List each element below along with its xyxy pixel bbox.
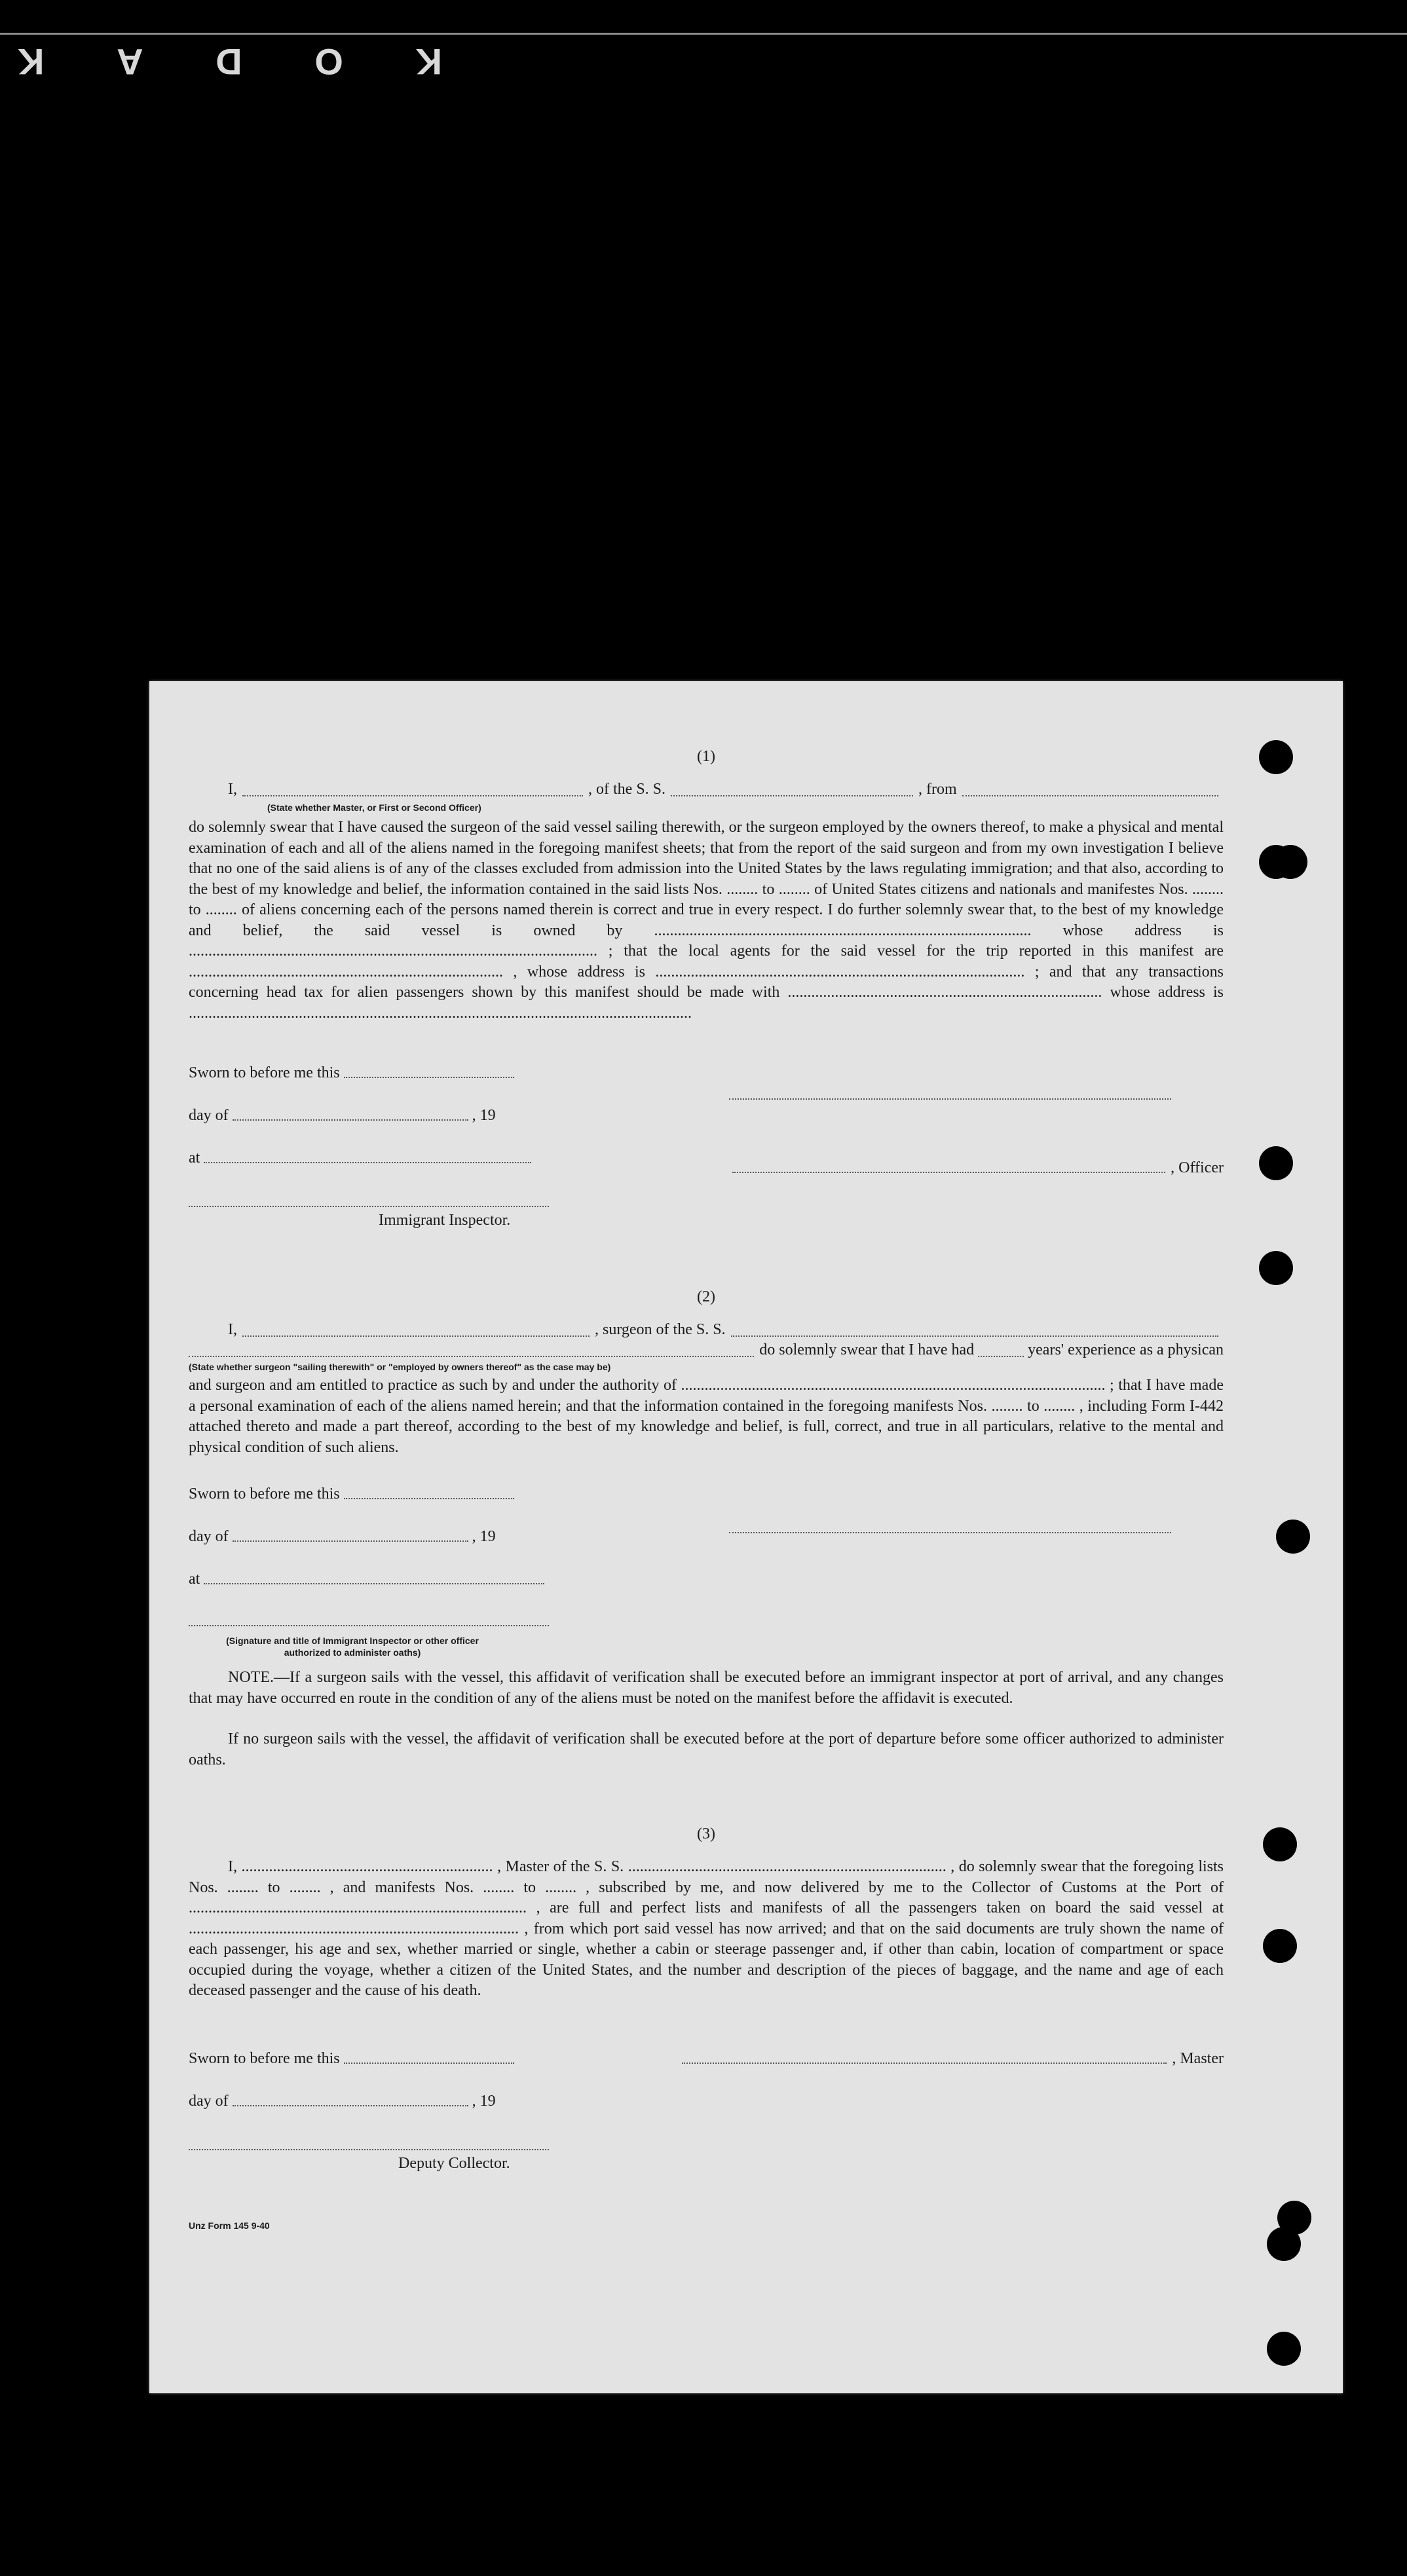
punch-hole [1267, 2332, 1301, 2366]
sworn-text: Sworn to before me this [189, 1064, 340, 1081]
affidavit-form-page [149, 681, 1343, 2393]
punch-hole [1267, 2227, 1301, 2261]
inspector-title: Immigrant Inspector. [379, 1212, 511, 1229]
master-signature-field [682, 2063, 1167, 2064]
signature-line [729, 1098, 1171, 1100]
sworn-date-field [344, 1076, 514, 1078]
surgeon-status-note: (State whether surgeon "sailing therewith" or "employed by owners thereof" as the case may be) [189, 1362, 611, 1372]
day-row [189, 2093, 496, 2110]
at-field [204, 1161, 531, 1163]
inspector-signature-line [189, 1624, 549, 1626]
punch-hole [1259, 740, 1293, 774]
film-edge-line [0, 33, 1407, 35]
intro-text: I, [228, 1321, 237, 1338]
day-field [233, 2104, 468, 2106]
punch-hole [1259, 1251, 1293, 1285]
surgeon-status-field [189, 1356, 754, 1357]
collector-signature-line [189, 2148, 549, 2150]
at-row [189, 1149, 535, 1167]
section-1-paragraph: do solemnly swear that I have caused the surgeon of the said vessel sailing therewith, or the surgeon employed by the owners thereof, to make a physical and mental examination of each and all of the aliens named in the foregoing manifest sheets; that from the report of the said surgeon and from my own investigation I believe that no one of the said aliens is of any of the classes excluded from admission into the United States by the laws regulating immigration; and that also, according to the best of my knowledge and belief, the information contained in the said lists Nos. ........ to ........ of United States citizens and nationals and manifestes Nos. ........ to ........ of aliens concerning each of the persons named therein is correct and true in every respect. I do further solemnly swear that, to the best of my knowledge and belief, the said vessel is owned by ................................................................................................ whose address is ........................................................................................................ ; that the local agents for the said vessel for the trip reported in this manifest are ................................................................................ , whose address is .............................................................................................. ; and that any transactions concerning head tax for alien passengers shown by this manifest should be made with ................................................................................ whose address is ................................................................................................................................ [189, 819, 1224, 1022]
form-identifier: Unz Form 145 9-40 [189, 2220, 270, 2231]
at-field [204, 1582, 544, 1584]
surgeon-of-text: , surgeon of the S. S. [595, 1321, 726, 1338]
day-of-text: day of [189, 1107, 229, 1124]
intro-text: I, [228, 781, 237, 798]
officer-signature-row [732, 1159, 1224, 1177]
section-2-number: (2) [697, 1288, 715, 1305]
collector-title: Deputy Collector. [398, 2155, 510, 2172]
brand-letter: K [16, 41, 45, 83]
punch-hole [1263, 1929, 1297, 1963]
day-of-text: day of [189, 1528, 229, 1545]
officer-text: , Officer [1171, 1159, 1224, 1176]
sworn-date-field [344, 2062, 514, 2064]
officer-signature-field [732, 1172, 1165, 1173]
punch-hole [1263, 1827, 1297, 1861]
section-3-number: (3) [697, 1825, 715, 1842]
inspector-signature-line [189, 1205, 549, 1207]
sworn-row [189, 1064, 1224, 1082]
sworn-row [189, 1485, 518, 1503]
note-paragraph: NOTE.—If a surgeon sails with the vessel, this affidavit of verification shall be executed before an immigrant inspector at port of arrival, and any changes that may have occurred en route in the condition of any of the aliens must be noted on the manifest before the affidavit is executed. [189, 1669, 1224, 1707]
officer-rank-note: (State whether Master, or First or Second Officer) [267, 802, 481, 813]
departure-port-field [962, 795, 1218, 796]
brand-letter: A [115, 41, 143, 83]
sworn-date-field [344, 1497, 514, 1499]
brand-letter: K [414, 41, 442, 83]
punch-hole [1276, 1520, 1310, 1554]
years-field [978, 1355, 1024, 1357]
brand-letter: D [214, 41, 242, 83]
year-text: , 19 [472, 1528, 496, 1545]
day-row [189, 1107, 496, 1125]
section-1-number: (1) [697, 748, 715, 765]
day-field [233, 1119, 468, 1121]
from-text: , from [918, 781, 957, 798]
section-2-first-line [189, 1320, 1224, 1341]
day-field [233, 1540, 468, 1542]
section-2-paragraph: and surgeon and am entitled to practice as such by and under the authority of ............................................................................................................ ; that I have made a personal examination of each of the aliens named herein; and that the information contained in the foregoing manifests Nos. ........ to ........ , including Form I-442 attached thereto and made a part thereof, according to the best of my knowledge and belief, is full, correct, and true in all particulars, relative to the mental and physical condition of such aliens. [189, 1377, 1224, 1456]
at-row [189, 1571, 548, 1588]
brand-letter: O [313, 41, 343, 83]
sworn-row [189, 2050, 1224, 2068]
punch-hole [1273, 845, 1307, 879]
section-1-first-line [189, 779, 1224, 800]
master-text: , Master [1172, 2050, 1224, 2067]
section-3-paragraph: I, ................................................................ , Master of the S. S. ................................................................................. , do solemnly swear that the foregoing lists Nos. ........ to ........ , and manifests Nos. ........ to ........ , subscribed by me, and now delivered by me to the Collector of Customs at the Port of ...................................................................................... , are full and perfect lists and manifests of all the passengers taken on board the said vessel at .................................................................................... , from which port said vessel has now arrived; and that on the said documents are truly shown the name of each passenger, his age and sex, whether married or single, whether a cabin or steerage passenger and, if other than cabin, location of compartment or space occupied during the voyage, whether a citizen of the United States, and the number and description of the pieces of baggage, and the name and age of each deceased passenger and the cause of his death. [189, 1858, 1224, 1999]
section-2-second-line [189, 1340, 1224, 1361]
of-ss-text: , of the S. S. [588, 781, 666, 798]
note-paragraph-2: If no surgeon sails with the vessel, the affidavit of verification shall be executed before at the port of departure before some officer authorized to administer oaths. [189, 1730, 1224, 1768]
surgeon-name-field [242, 1335, 590, 1337]
sworn-text: Sworn to before me this [189, 2050, 340, 2067]
at-text: at [189, 1149, 200, 1167]
officer-name-field [242, 795, 583, 796]
year-text: , 19 [472, 2093, 496, 2110]
swear-text: do solemnly swear that I have had [759, 1341, 975, 1358]
vessel-name-field [671, 795, 913, 796]
surgeon-signature-line [729, 1531, 1171, 1533]
year-text: , 19 [472, 1107, 496, 1124]
vessel-name-field [731, 1335, 1218, 1337]
punch-hole [1259, 1146, 1293, 1180]
film-brand-mark [0, 39, 459, 85]
day-row [189, 1528, 496, 1546]
day-of-text: day of [189, 2093, 229, 2110]
signature-note: (Signature and title of Immigrant Inspector or other officer authorized to administer oaths) [226, 1635, 479, 1658]
sworn-text: Sworn to before me this [189, 1485, 340, 1503]
experience-text: years' experience as a physican [1028, 1341, 1224, 1358]
at-text: at [189, 1571, 200, 1588]
